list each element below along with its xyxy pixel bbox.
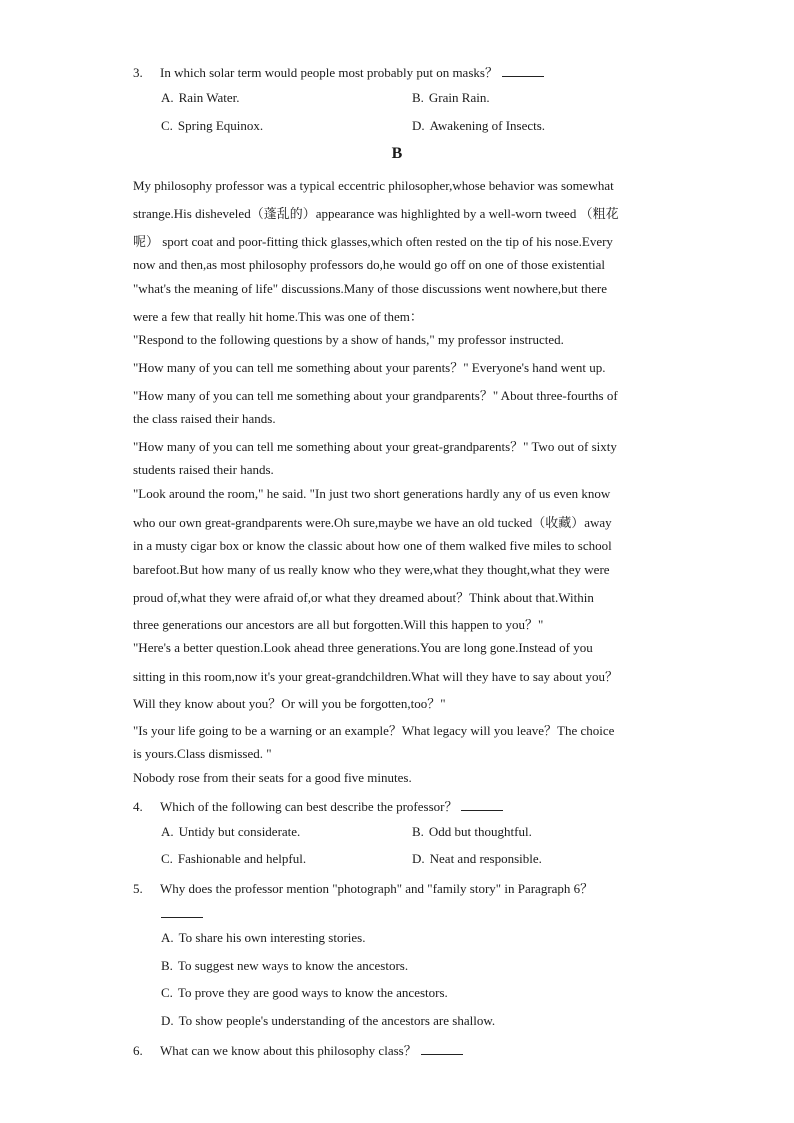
option-text: To share his own interesting stories.: [178, 930, 366, 945]
passage-line: Nobody rose from their seats for a good five minutes.: [133, 770, 412, 785]
question-stem: In which solar term would people most probably put on masks？: [160, 65, 498, 80]
option-text: To prove they are good ways to know the ancestors.: [177, 985, 448, 1000]
option-letter: D.: [161, 1013, 174, 1028]
option-c: [161, 851, 306, 867]
option-a: [161, 90, 239, 106]
passage-line: in a musty cigar box or know the classic about how one of them walked five miles to school: [133, 538, 612, 553]
answer-blank[interactable]: [502, 64, 544, 77]
passage-line: barefoot.But how many of us really know who they were,what they thought,what they were: [133, 562, 610, 577]
option-letter: A.: [161, 930, 174, 945]
option-c: [161, 118, 263, 134]
passage-line: "what's the meaning of life" discussions.Many of those discussions went nowhere,but there: [133, 281, 608, 296]
option-text: Untidy but considerate.: [178, 824, 301, 839]
passage-line: "Respond to the following questions by a show of hands," my professor instructed.: [133, 332, 564, 347]
option-letter: D.: [412, 118, 425, 133]
option-letter: A.: [161, 90, 174, 105]
question-stem: What can we know about this philosophy class？: [160, 1043, 417, 1058]
passage-line: proud of,what they were afraid of,or what they dreamed about？Think about that.Within: [133, 590, 594, 605]
passage-line: "How many of you can tell me something about your grandparents？" About three-fourths of: [133, 388, 618, 403]
option-letter: D.: [412, 851, 425, 866]
passage-line: 呢） sport coat and poor-fitting thick glasses,which often rested on the tip of his nose.Every: [133, 234, 613, 249]
option-text: Rain Water.: [178, 90, 240, 105]
passage-line: "How many of you can tell me something about your parents？" Everyone's hand went up.: [133, 360, 606, 375]
option-text: To show people's understanding of the ancestors are shallow.: [178, 1013, 496, 1028]
passage-line: students raised their hands.: [133, 462, 274, 477]
question-number: 6.: [133, 1043, 143, 1058]
option-c: [161, 985, 448, 1001]
option-letter: C.: [161, 118, 173, 133]
option-letter: C.: [161, 985, 173, 1000]
passage-line: "Is your life going to be a warning or an example？What legacy will you leave？The choice: [133, 723, 615, 738]
option-a: [161, 824, 300, 840]
option-text: Awakening of Insects.: [429, 118, 546, 133]
passage-line: three generations our ancestors are all but forgotten.Will this happen to you？": [133, 617, 544, 632]
option-text: Neat and responsible.: [429, 851, 542, 866]
option-text: Grain Rain.: [428, 90, 490, 105]
option-letter: A.: [161, 824, 174, 839]
passage-line: strange.His disheveled（蓬乱的）appearance was highlighted by a well-worn tweed （粗花: [133, 206, 619, 221]
passage-line: My philosophy professor was a typical eccentric philosopher,whose behavior was somewhat: [133, 178, 614, 193]
question-number: 4.: [133, 799, 143, 814]
option-text: Odd but thoughtful.: [428, 824, 532, 839]
option-text: Fashionable and helpful.: [177, 851, 307, 866]
passage-line: "Here's a better question.Look ahead three generations.You are long gone.Instead of you: [133, 640, 593, 655]
passage-line: were a few that really hit home.This was one of them：: [133, 309, 423, 324]
option-d: [412, 118, 545, 134]
answer-blank[interactable]: [161, 905, 203, 918]
question-4: [133, 796, 503, 815]
passage-line: "Look around the room," he said. "In just two short generations hardly any of us even know: [133, 486, 611, 501]
option-b: [161, 958, 408, 974]
option-d: [412, 851, 542, 867]
section-title: B: [391, 145, 403, 162]
question-stem: Why does the professor mention "photograph" and "family story" in Paragraph 6？: [160, 881, 594, 896]
option-a: [161, 930, 365, 946]
option-letter: B.: [412, 824, 424, 839]
passage-line: the class raised their hands.: [133, 411, 276, 426]
option-b: [412, 824, 532, 840]
answer-blank[interactable]: [421, 1042, 463, 1055]
passage-line: sitting in this room,now it's your great-grandchildren.What will they have to say about you？: [133, 669, 619, 684]
question-3: [133, 62, 544, 81]
option-letter: B.: [412, 90, 424, 105]
passage-line: "How many of you can tell me something about your great-grandparents？" Two out of sixty: [133, 439, 617, 454]
question-6: [133, 1040, 463, 1059]
option-text: To suggest new ways to know the ancestors.: [177, 958, 409, 973]
question-stem: Which of the following can best describe the professor？: [160, 799, 458, 814]
passage-line: now and then,as most philosophy professors do,he would go off on one of those existential: [133, 257, 606, 272]
option-d: [161, 1013, 495, 1029]
question-number: 5.: [133, 881, 143, 896]
question-number: 3.: [133, 65, 143, 80]
passage-line: who our own great-grandparents were.Oh sure,maybe we have an old tucked（收藏）away: [133, 515, 612, 530]
option-b: [412, 90, 490, 106]
option-letter: C.: [161, 851, 173, 866]
answer-blank[interactable]: [461, 798, 503, 811]
option-text: Spring Equinox.: [177, 118, 264, 133]
passage-line: is yours.Class dismissed. ": [133, 746, 272, 761]
option-letter: B.: [161, 958, 173, 973]
question-5: [133, 878, 593, 897]
passage-line: Will they know about you？Or will you be forgotten,too？": [133, 696, 446, 711]
